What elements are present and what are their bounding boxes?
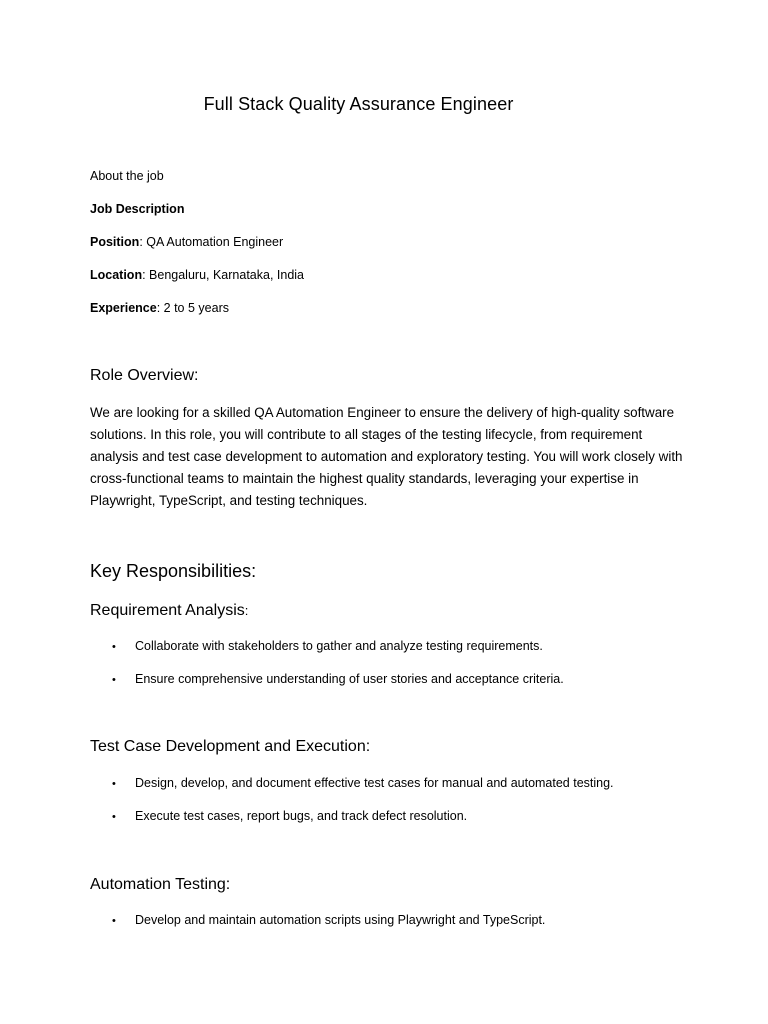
section-heading-text: Automation Testing: — [90, 876, 231, 893]
about-the-job-text: About the job — [90, 169, 164, 183]
experience-line — [90, 301, 229, 315]
section-heading-automation-testing — [90, 876, 230, 894]
list-item — [112, 913, 545, 927]
list-item — [112, 809, 467, 823]
job-description-bold: Job Description — [90, 202, 185, 216]
list-item-text: Design, develop, and document effective test cases for manual and automated testing. — [135, 776, 614, 790]
bullet-icon: • — [112, 915, 116, 927]
position-value: : QA Automation Engineer — [139, 235, 284, 249]
list-item — [112, 776, 614, 790]
position-line — [90, 235, 283, 249]
section-heading-suffix: : — [244, 603, 249, 618]
list-item-text: Develop and maintain automation scripts using Playwright and TypeScript. — [135, 913, 546, 927]
key-responsibilities-heading: Key Responsibilities: — [90, 561, 257, 581]
experience-label: Experience — [90, 301, 157, 315]
bullet-icon: • — [112, 811, 116, 823]
bullet-icon: • — [112, 641, 116, 653]
experience-value: : 2 to 5 years — [156, 301, 229, 315]
section-heading-test-case-development — [90, 738, 370, 756]
location-label: Location — [90, 268, 143, 282]
bullet-icon: • — [112, 778, 116, 790]
list-item — [112, 672, 564, 686]
section-heading-requirement-analysis — [90, 602, 248, 620]
role-overview-paragraph: We are looking for a skilled QA Automation Engineer to ensure the delivery of high-quality software solutions. In this role, you will contribute to all stages of the testing lifecycle, from requirement analysis and test case development to automation and exploratory testing. You will work closely with cross-functional teams to maintain the highest quality standards, leveraging your expertise in Playwright, TypeScript, and testing techniques. — [90, 405, 683, 508]
bullet-icon: • — [112, 674, 116, 686]
document-title: Full Stack Quality Assurance Engineer — [203, 94, 514, 114]
position-label: Position — [90, 235, 140, 249]
section-heading-text: Test Case Development and Execution: — [90, 738, 371, 755]
list-item-text: Execute test cases, report bugs, and track defect resolution. — [135, 809, 468, 823]
role-overview-heading: Role Overview: — [90, 367, 199, 384]
section-heading-text: Requirement Analysis — [90, 602, 245, 619]
list-item-text: Ensure comprehensive understanding of user stories and acceptance criteria. — [135, 672, 564, 686]
job-description-label — [90, 202, 184, 216]
list-item — [112, 639, 543, 653]
location-value: : Bengaluru, Karnataka, India — [142, 268, 305, 282]
list-item-text: Collaborate with stakeholders to gather and analyze testing requirements. — [135, 639, 543, 653]
location-line — [90, 268, 304, 282]
